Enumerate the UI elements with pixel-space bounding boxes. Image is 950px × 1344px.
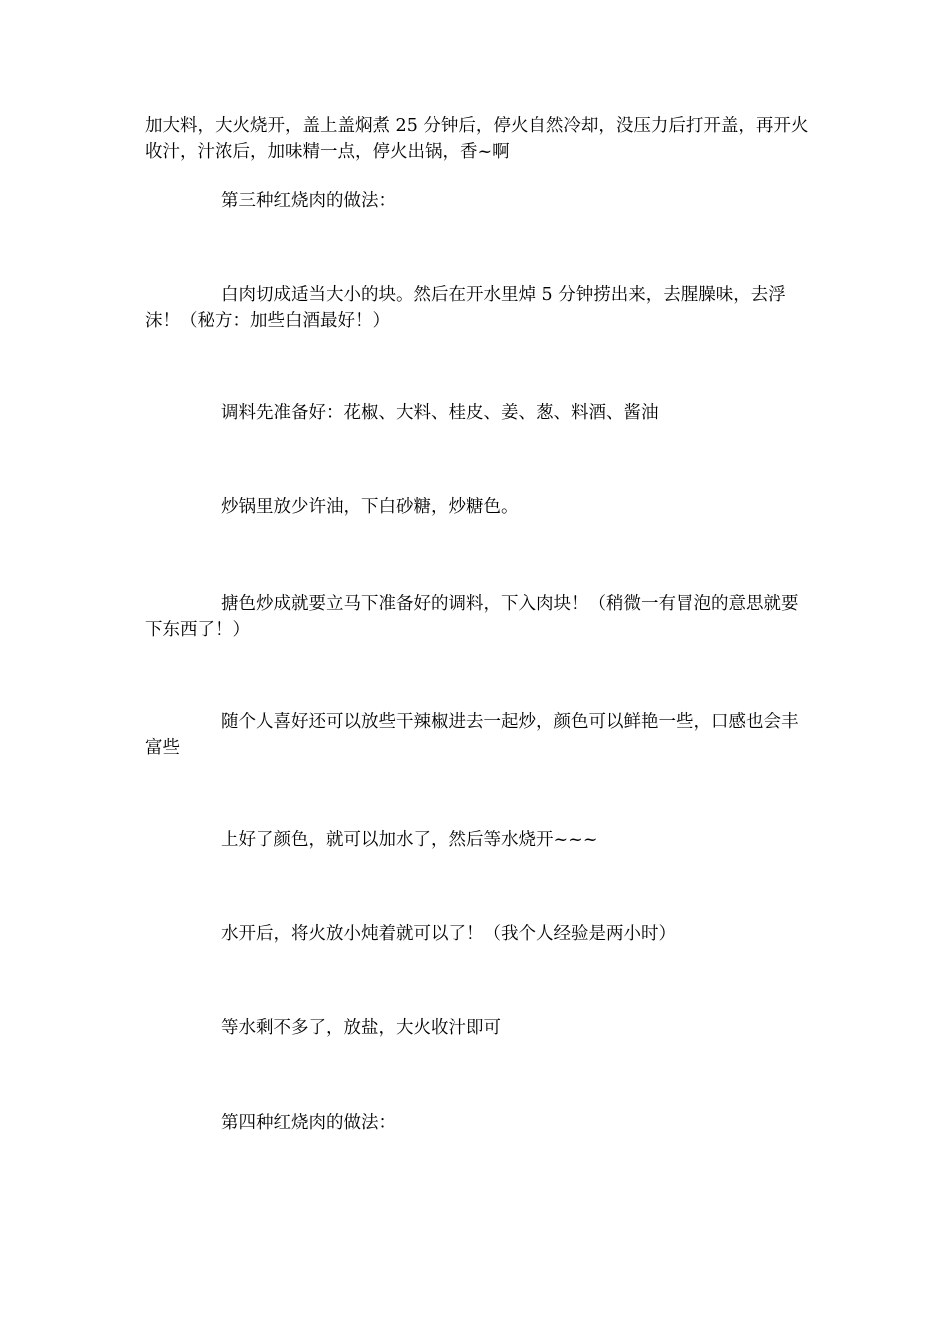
- paragraph-simmer: 水开后，将火放小炖着就可以了！（我个人经验是两小时）: [221, 924, 676, 944]
- paragraph-reduce-sauce: 等水剩不多了，放盐，大火收汁即可: [221, 1018, 501, 1038]
- paragraph-add-meat: 搪色炒成就要立马下准备好的调料，下入肉块！（稍微一有冒泡的意思就要下东西了！）: [145, 594, 799, 640]
- paragraph-cooking-step-continued: 加大料，大火烧开，盖上盖焖煮 25 分钟后，停火自然冷却，没压力后打开盖，再开火收汁，汁浓后，加味精一点，停火出锅，香~啊: [145, 116, 809, 162]
- paragraph-dried-chili: 随个人喜好还可以放些干辣椒进去一起炒，颜色可以鲜艳一些，口感也会丰富些: [145, 712, 799, 758]
- paragraph-caramel-sugar: 炒锅里放少许油，下白砂糖，炒糖色。: [221, 497, 519, 517]
- paragraph-add-water: 上好了颜色，就可以加水了，然后等水烧开~~~: [221, 830, 598, 850]
- paragraph-prepare-pork: 白肉切成适当大小的块。然后在开水里焯 5 分钟捞出来，去腥臊味，去浮沫！（秘方：加些白酒最好！）: [145, 285, 786, 331]
- section-heading-method-4: 第四种红烧肉的做法：: [221, 1113, 396, 1133]
- paragraph-seasonings: 调料先准备好：花椒、大料、桂皮、姜、葱、料酒、酱油: [221, 403, 659, 423]
- section-heading-method-3: 第三种红烧肉的做法：: [221, 191, 396, 211]
